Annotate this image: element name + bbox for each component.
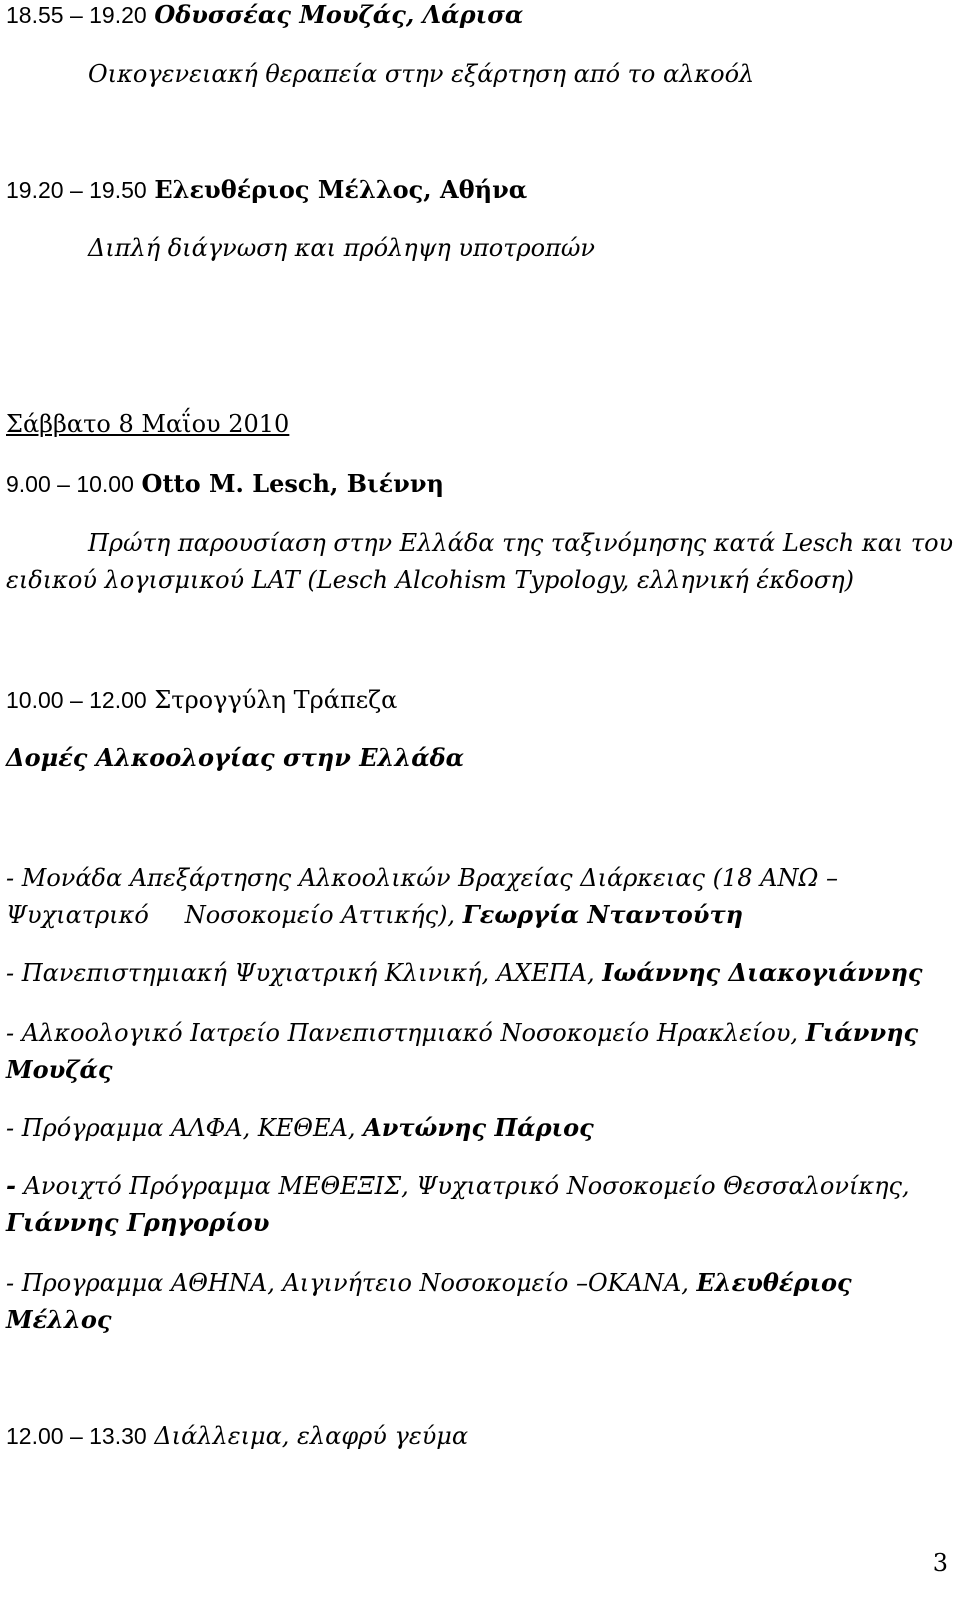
list-item-dash: - bbox=[6, 1171, 16, 1200]
session-5-time: 12.00 – 13.30 bbox=[6, 1423, 147, 1449]
session-5-heading bbox=[6, 1421, 952, 1451]
list-item-text: - Πρόγραμμα ΑΛΦΑ, ΚΕΘΕΑ, bbox=[6, 1114, 364, 1142]
list-item-text: Ανοιχτό Πρόγραμμα ΜΕΘΕΞΙΣ, Ψυχιατρικό Νοσοκομείο Θεσσαλονίκης, bbox=[15, 1172, 910, 1200]
session-5-title: Διάλλειμα, ελαφρύ γεύμα bbox=[154, 1422, 469, 1450]
list-item-text: - Προγραμμα ΑΘΗΝΑ, Αιγινήτειο Νοσοκομείο –ΟΚΑΝΑ, bbox=[6, 1269, 697, 1297]
session-4-time: 10.00 – 12.00 bbox=[6, 687, 147, 713]
session-3-title-line-2: ειδικού λογισμικού LAT (Lesch Alcohism Typology, ελληνική έκδοση) bbox=[6, 566, 855, 594]
session-2-title: Διπλή διάγνωση και πρόληψη υποτροπών bbox=[88, 234, 596, 262]
session-2-speaker: Ελευθέριος Μέλλος, Αθήνα bbox=[154, 175, 528, 204]
session-1-speaker: Οδυσσέας Μουζάς, Λάρισα bbox=[154, 0, 524, 29]
session-4-type: Στρογγύλη Τράπεζα bbox=[154, 686, 398, 714]
speaker-name: Ιωάννης Διακογιάννης bbox=[602, 958, 923, 987]
list-item-text: - Αλκοολογικό Ιατρείο Πανεπιστημιακό Νοσοκομείο Ηρακλείου, bbox=[6, 1019, 806, 1047]
list-item bbox=[6, 1171, 952, 1201]
list-item bbox=[6, 958, 952, 988]
speaker-name: Μουζάς bbox=[6, 1055, 113, 1084]
session-2-heading bbox=[6, 175, 952, 205]
list-item bbox=[6, 1268, 952, 1298]
list-item bbox=[6, 1113, 952, 1143]
session-1-heading bbox=[6, 0, 952, 30]
session-3-speaker: Otto M. Lesch, Βιέννη bbox=[141, 469, 444, 498]
day-heading: Σάββατο 8 Μαΐου 2010 bbox=[6, 410, 290, 438]
session-4-title: Δομές Αλκοολογίας στην Ελλάδα bbox=[6, 743, 465, 772]
session-1-time: 18.55 – 19.20 bbox=[6, 2, 147, 28]
session-3-time: 9.00 – 10.00 bbox=[6, 471, 134, 497]
speaker-name: Ελευθέριος bbox=[696, 1268, 852, 1297]
session-1-title: Οικογενειακή θεραπεία στην εξάρτηση από το αλκοόλ bbox=[88, 60, 755, 88]
list-item-text: - Πανεπιστημιακή Ψυχιατρική Κλινική, ΑΧΕΠΑ, bbox=[6, 959, 603, 987]
speaker-name: Γιάννης bbox=[805, 1018, 919, 1047]
list-item bbox=[6, 1018, 952, 1048]
list-item-text: Ψυχιατρικό bbox=[6, 901, 149, 929]
speaker-name: Γιάννης Γρηγορίου bbox=[6, 1208, 270, 1237]
speaker-name: Αντώνης Πάριος bbox=[363, 1113, 594, 1142]
session-2-time: 19.20 – 19.50 bbox=[6, 177, 147, 203]
speaker-name: Γεωργία Νταντούτη bbox=[462, 900, 744, 929]
speaker-name: Μέλλος bbox=[6, 1305, 112, 1334]
session-3-heading bbox=[6, 469, 952, 499]
list-item bbox=[6, 900, 952, 930]
list-item-text: Νοσοκομείο Αττικής), bbox=[184, 901, 463, 929]
session-4-heading bbox=[6, 685, 952, 715]
page-number: 3 bbox=[932, 1549, 948, 1577]
session-3-title-line-1: Πρώτη παρουσίαση στην Ελλάδα της ταξινόμησης κατά Lesch και του bbox=[88, 529, 954, 557]
list-item: - Μονάδα Απεξάρτησης Αλκοολικών Βραχείας Διάρκειας (18 ΑΝΩ – bbox=[6, 864, 838, 892]
